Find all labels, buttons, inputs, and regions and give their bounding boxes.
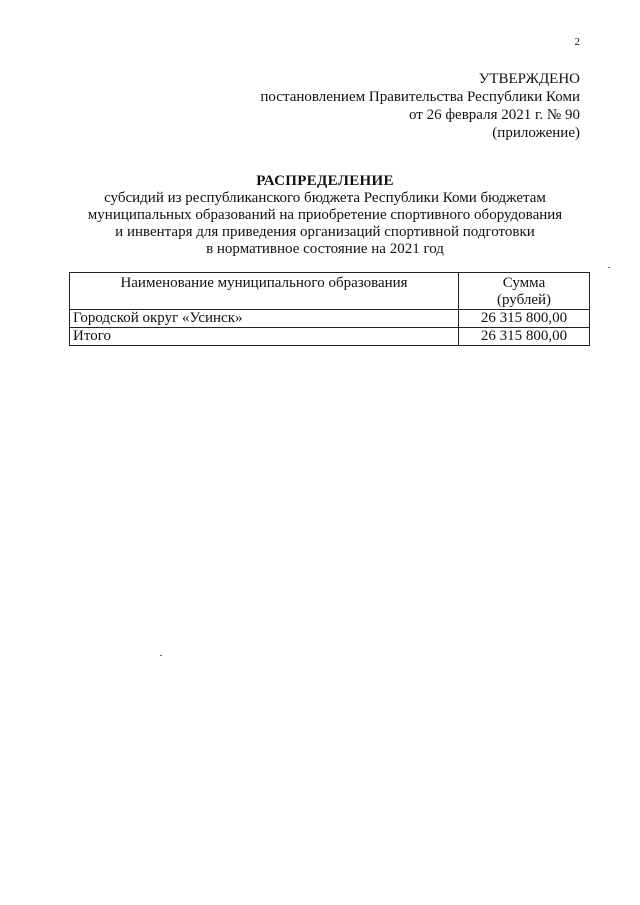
table-header-row xyxy=(70,273,590,310)
municipality-name: Городской округ «Усинск» xyxy=(70,310,459,328)
approval-date: от 26 февраля 2021 г. № 90 xyxy=(408,107,580,123)
total-amount: 26 315 800,00 xyxy=(459,328,590,346)
document-subtitle-line: в нормативное состояние на 2021 год xyxy=(206,241,444,257)
page-number: 2 xyxy=(574,36,580,48)
approval-stamp xyxy=(260,70,580,142)
document-subtitle-line: субсидий из республиканского бюджета Республики Коми бюджетам xyxy=(104,190,546,206)
total-label: Итого xyxy=(70,328,459,346)
scan-speck xyxy=(608,267,610,268)
distribution-table xyxy=(69,272,590,346)
table-total-row xyxy=(70,328,590,346)
document-subtitle-line: и инвентаря для приведения организаций спортивной подготовки xyxy=(115,224,535,240)
document-title: РАСПРЕДЕЛЕНИЕ xyxy=(256,173,394,189)
column-header-sum-unit: (рублей) xyxy=(496,292,552,308)
document-subtitle-line: муниципальных образований на приобретение спортивного оборудования xyxy=(87,207,563,223)
column-header-sum-label: Сумма xyxy=(502,275,546,291)
subsidy-amount: 26 315 800,00 xyxy=(459,310,590,328)
column-header-name: Наименование муниципального образования xyxy=(70,273,459,310)
column-header-sum xyxy=(459,273,590,310)
approval-appendix: (приложение) xyxy=(492,125,580,141)
approval-issuer: постановлением Правительства Республики Коми xyxy=(260,89,580,105)
table-row xyxy=(70,310,590,328)
document-heading xyxy=(60,172,590,258)
approval-title: УТВЕРЖДЕНО xyxy=(478,71,580,87)
scan-speck xyxy=(160,655,162,656)
